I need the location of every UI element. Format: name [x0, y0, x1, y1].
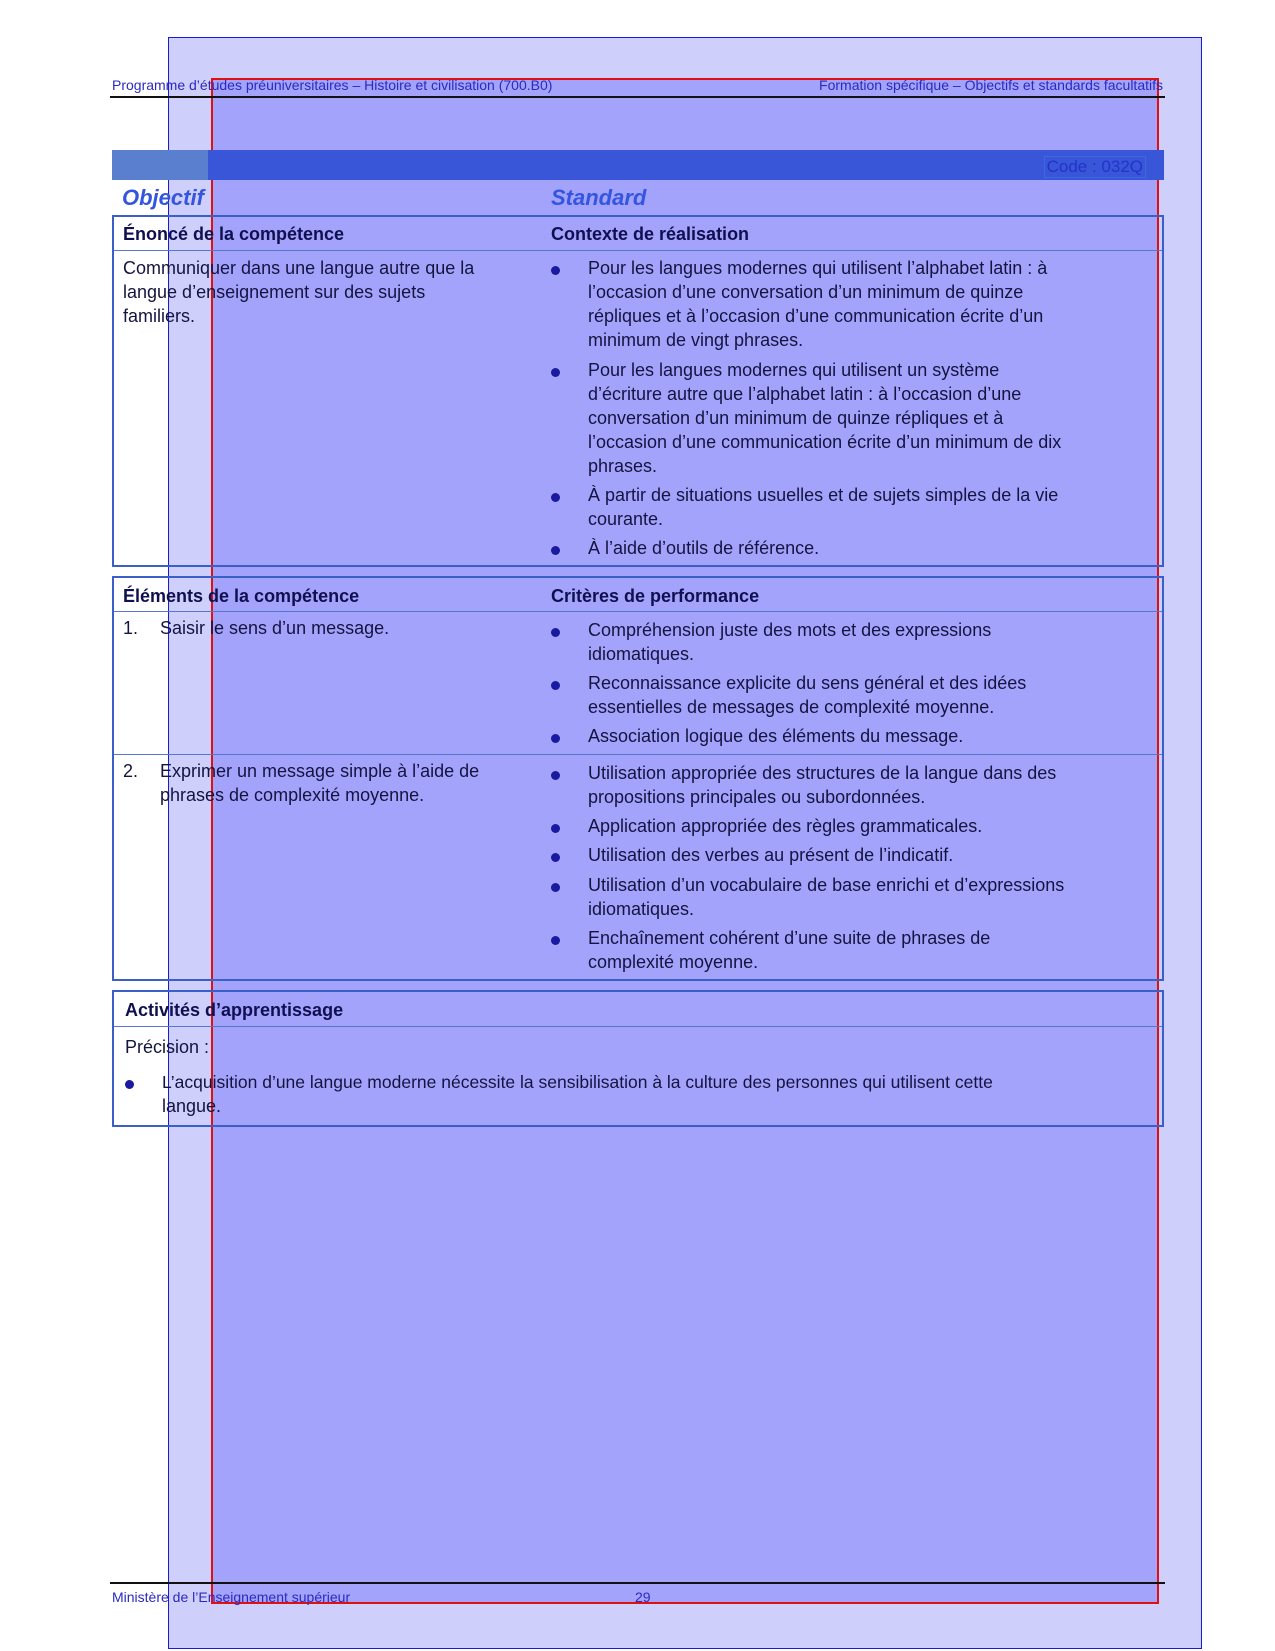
activites-section	[112, 990, 1164, 1127]
enonce-line: Communiquer dans une langue autre que la	[123, 258, 475, 278]
contexte-line: À l’aide d’outils de référence.	[588, 538, 820, 558]
activite-line: L’acquisition d’une langue moderne nécessite la sensibilisation à la culture des personnes qui utilisent cette	[162, 1072, 993, 1092]
code-bar	[112, 150, 1164, 180]
enonce-line: familiers.	[123, 306, 196, 326]
critere-line: Association logique des éléments du message.	[588, 726, 964, 746]
critere-line: Compréhension juste des mots et des expressions	[588, 620, 992, 640]
contexte-line: Pour les langues modernes qui utilisent un système	[588, 360, 1000, 380]
header-program: Programme d’études préuniversitaires – Histoire et civilisation (700.B0)	[112, 77, 553, 93]
row-divider	[114, 754, 1162, 755]
contexte-line: courante.	[588, 509, 664, 529]
contexte-line: conversation d’un minimum de quinze répliques et à	[588, 408, 1004, 428]
critere-line: Application appropriée des règles grammaticales.	[588, 816, 983, 836]
bullet-icon	[551, 883, 560, 892]
bullet-icon	[551, 771, 560, 780]
bullet-icon	[551, 936, 560, 945]
critere-line: complexité moyenne.	[588, 952, 759, 972]
critere-line: idiomatiques.	[588, 644, 695, 664]
section-divider	[114, 250, 1162, 251]
critere-line: Enchaînement cohérent d’une suite de phrases de	[588, 928, 991, 948]
element-text: phrases de complexité moyenne.	[160, 785, 425, 805]
standard-heading: Standard	[551, 185, 647, 210]
footer-divider	[110, 1582, 1165, 1584]
contexte-line: À partir de situations usuelles et de sujets simples de la vie	[588, 485, 1059, 505]
critere-line: idiomatiques.	[588, 899, 695, 919]
critere-line: Utilisation appropriée des structures de la langue dans des	[588, 763, 1057, 783]
objectif-heading: Objectif	[122, 185, 204, 210]
bullet-icon	[551, 266, 560, 275]
bullet-icon	[551, 546, 560, 555]
precision-label: Précision :	[125, 1037, 210, 1057]
section-divider	[114, 1026, 1162, 1027]
activites-title: Activités d’apprentissage	[125, 1000, 344, 1020]
critere-line: essentielles de messages de complexité moyenne.	[588, 697, 995, 717]
header-section: Formation spécifique – Objectifs et standards facultatifs	[819, 77, 1163, 93]
element-text: Exprimer un message simple à l’aide de	[160, 761, 480, 781]
critere-line: Reconnaissance explicite du sens général et des idées	[588, 673, 1027, 693]
bullet-icon	[551, 493, 560, 502]
activite-line: langue.	[162, 1096, 222, 1116]
enonce-line: langue d’enseignement sur des sujets	[123, 282, 426, 302]
criteres-title: Critères de performance	[551, 586, 760, 606]
footer-ministry: Ministère de l’Enseignement supérieur	[112, 1589, 351, 1605]
contexte-line: minimum de vingt phrases.	[588, 330, 804, 350]
element-text: Saisir le sens d’un message.	[160, 618, 390, 638]
bullet-icon	[551, 628, 560, 637]
contexte-line: l’occasion d’une communication écrite d’un minimum de dix	[588, 432, 1062, 452]
contexte-line: répliques et à l’occasion d’une communication écrite d’un	[588, 306, 1044, 326]
header-divider	[110, 96, 1165, 98]
critere-line: Utilisation des verbes au présent de l’indicatif.	[588, 845, 954, 865]
section-divider	[114, 611, 1162, 612]
contexte-line: l’occasion d’une conversation d’un minimum de quinze	[588, 282, 1024, 302]
bullet-icon	[551, 734, 560, 743]
bullet-icon	[551, 681, 560, 690]
course-code: Code : 032Q	[1044, 156, 1146, 178]
elements-section	[112, 576, 1164, 981]
element-number: 2.	[123, 761, 139, 781]
contexte-title: Contexte de réalisation	[551, 224, 750, 244]
page-number: 29	[635, 1589, 651, 1605]
contexte-line: d’écriture autre que l’alphabet latin : à l’occasion d’une	[588, 384, 1022, 404]
elements-title: Éléments de la compétence	[123, 586, 360, 606]
critere-line: Utilisation d’un vocabulaire de base enrichi et d’expressions	[588, 875, 1065, 895]
enonce-title: Énoncé de la compétence	[123, 224, 345, 244]
bullet-icon	[125, 1080, 134, 1089]
contexte-line: Pour les langues modernes qui utilisent l’alphabet latin : à	[588, 258, 1048, 278]
contexte-line: phrases.	[588, 456, 658, 476]
bullet-icon	[551, 853, 560, 862]
bullet-icon	[551, 368, 560, 377]
critere-line: propositions principales ou subordonnées.	[588, 787, 926, 807]
element-number: 1.	[123, 618, 139, 638]
competence-section	[112, 215, 1164, 567]
bullet-icon	[551, 824, 560, 833]
